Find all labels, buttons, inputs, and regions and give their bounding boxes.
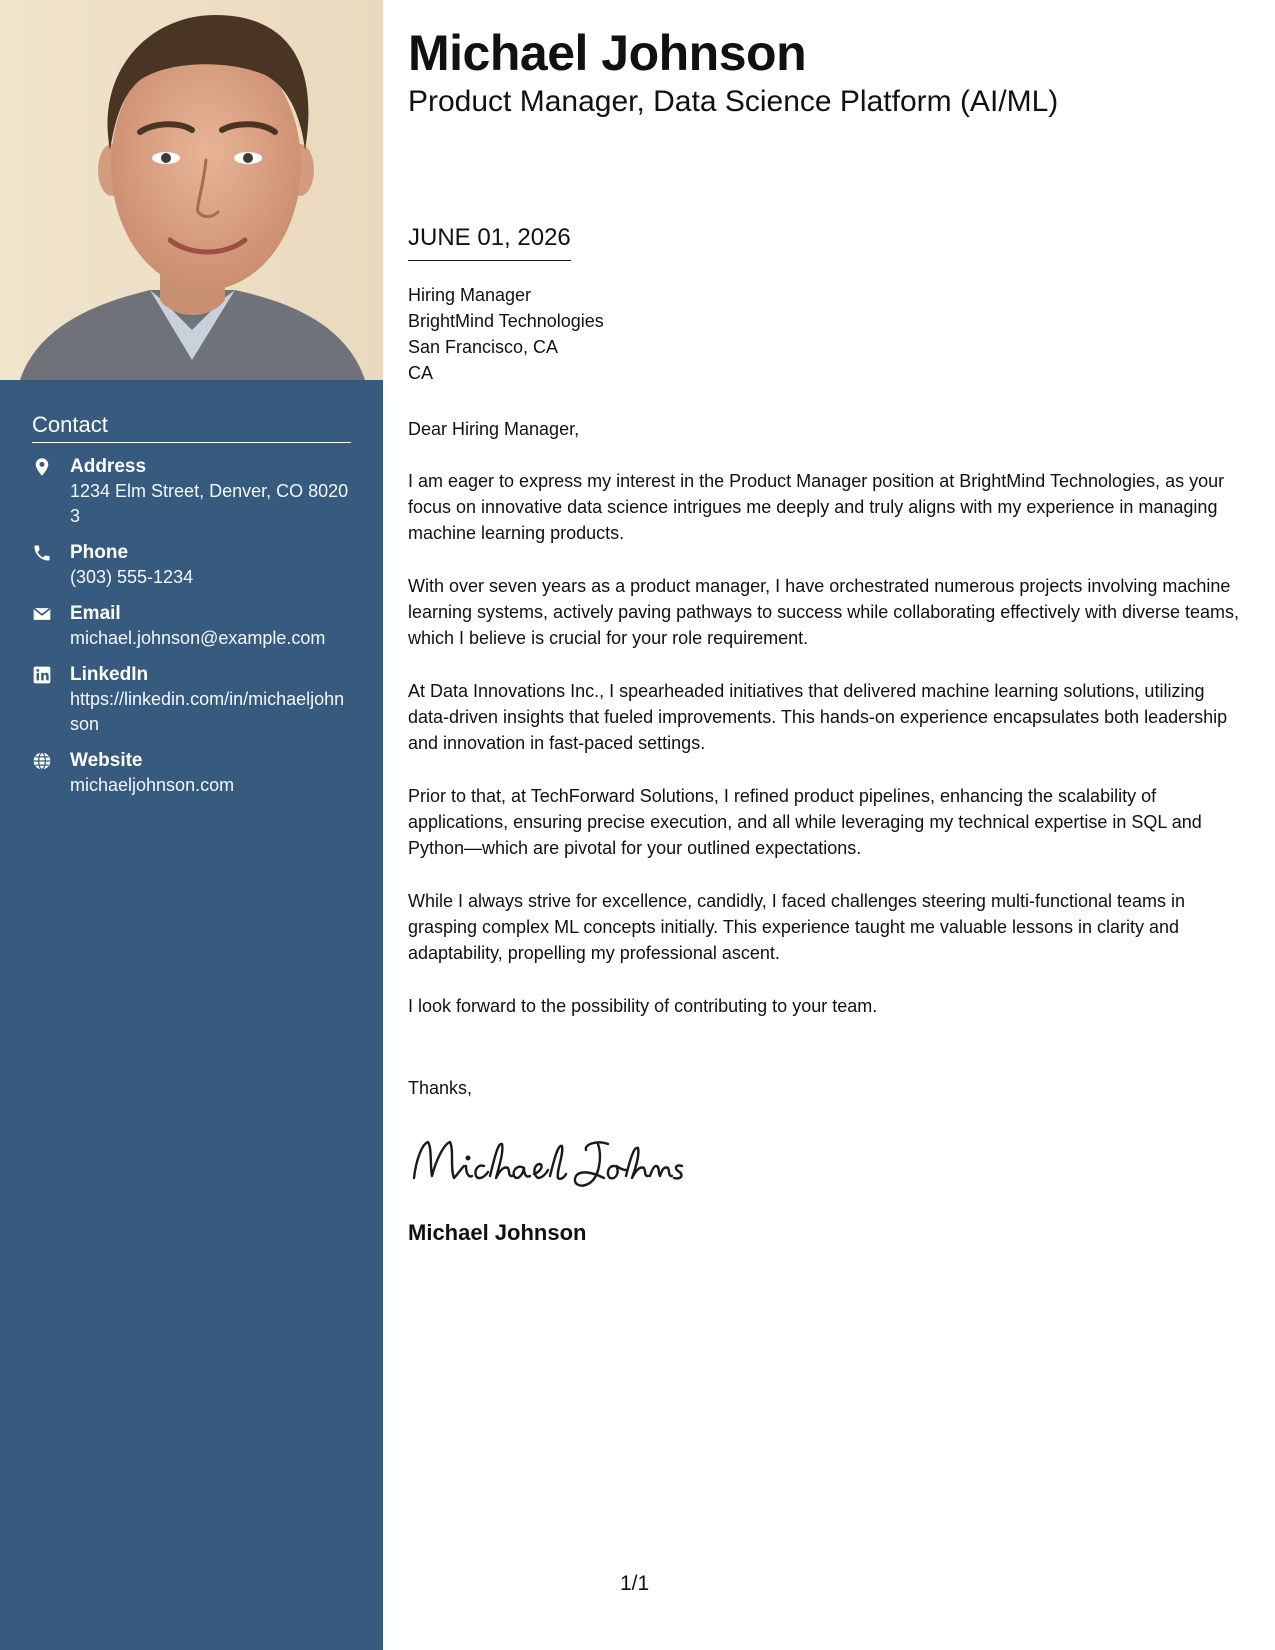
linkedin-label: LinkedIn <box>70 664 149 685</box>
recipient-block <box>408 282 604 386</box>
website-label: Website <box>70 750 143 771</box>
body-paragraph: With over seven years as a product manager, I have orchestrated numerous projects involving machine learning systems, actively paving pathways to success while collaborating effectively with diverse teams, which I believe is crucial for your role requirement. <box>408 576 1240 648</box>
contact-section <box>32 412 351 810</box>
page-number: 1/1 <box>620 1572 650 1595</box>
body-paragraph: I look forward to the possibility of contributing to your team. <box>408 996 878 1016</box>
letter-date: JUNE 01, 2026 <box>408 222 571 261</box>
contact-website <box>32 749 351 798</box>
email-value[interactable]: michael.johnson@example.com <box>70 628 326 648</box>
body-paragraph: At Data Innovations Inc., I spearheaded initiatives that delivered machine learning solutions, utilizing data-driven insights that fueled improvements. This hands-on experience encapsulates both leadership and innovation in fast-paced settings. <box>408 681 1228 753</box>
address-value: 1234 Elm Street, Denver, CO 80203 <box>70 481 349 526</box>
email-label: Email <box>70 603 121 624</box>
map-pin-icon <box>32 455 70 529</box>
profile-photo <box>0 0 383 380</box>
recipient-line: CA <box>408 363 434 383</box>
applicant-role: Product Manager, Data Science Platform (AI/ML) <box>408 85 1059 118</box>
contact-phone <box>32 541 351 590</box>
body-paragraph: While I always strive for excellence, candidly, I faced challenges steering multi-functional teams in grasping complex ML concepts initially. This experience taught me valuable lessons in clarity and adaptability, propelling my professional ascent. <box>408 891 1186 963</box>
body-paragraph: Prior to that, at TechForward Solutions, I refined product pipelines, enhancing the scalability of applications, ensuring precise execution, and all while leveraging my technical expertise in SQL and Python—which are pivotal for your outlined expectations. <box>408 786 1202 858</box>
greeting: Dear Hiring Manager, <box>408 419 580 439</box>
contact-address <box>32 455 351 529</box>
recipient-line: San Francisco, CA <box>408 337 559 357</box>
body-paragraph: I am eager to express my interest in the Product Manager position at BrightMind Technologies, as your focus on innovative data science intrigues me deeply and truly aligns with my experience in managing machine learning products. <box>408 471 1225 543</box>
envelope-icon <box>32 602 70 651</box>
recipient-line: BrightMind Technologies <box>408 311 604 331</box>
letter-body <box>408 468 1243 1046</box>
phone-label: Phone <box>70 542 129 563</box>
closing: Thanks, <box>408 1078 473 1098</box>
phone-value: (303) 555-1234 <box>70 567 194 587</box>
contact-heading: Contact <box>32 412 351 443</box>
recipient-line: Hiring Manager <box>408 285 532 305</box>
applicant-name: Michael Johnson <box>408 25 807 81</box>
sidebar <box>0 0 383 1650</box>
linkedin-icon <box>32 663 70 737</box>
website-value[interactable]: michaeljohnson.com <box>70 775 235 795</box>
linkedin-value[interactable]: https://linkedin.com/in/michaeljohnson <box>70 689 345 734</box>
contact-email <box>32 602 351 651</box>
phone-icon <box>32 541 70 590</box>
address-label: Address <box>70 456 147 477</box>
handwritten-signature <box>408 1130 688 1197</box>
contact-linkedin <box>32 663 351 737</box>
signature-name: Michael Johnson <box>408 1220 587 1245</box>
globe-icon <box>32 749 70 798</box>
